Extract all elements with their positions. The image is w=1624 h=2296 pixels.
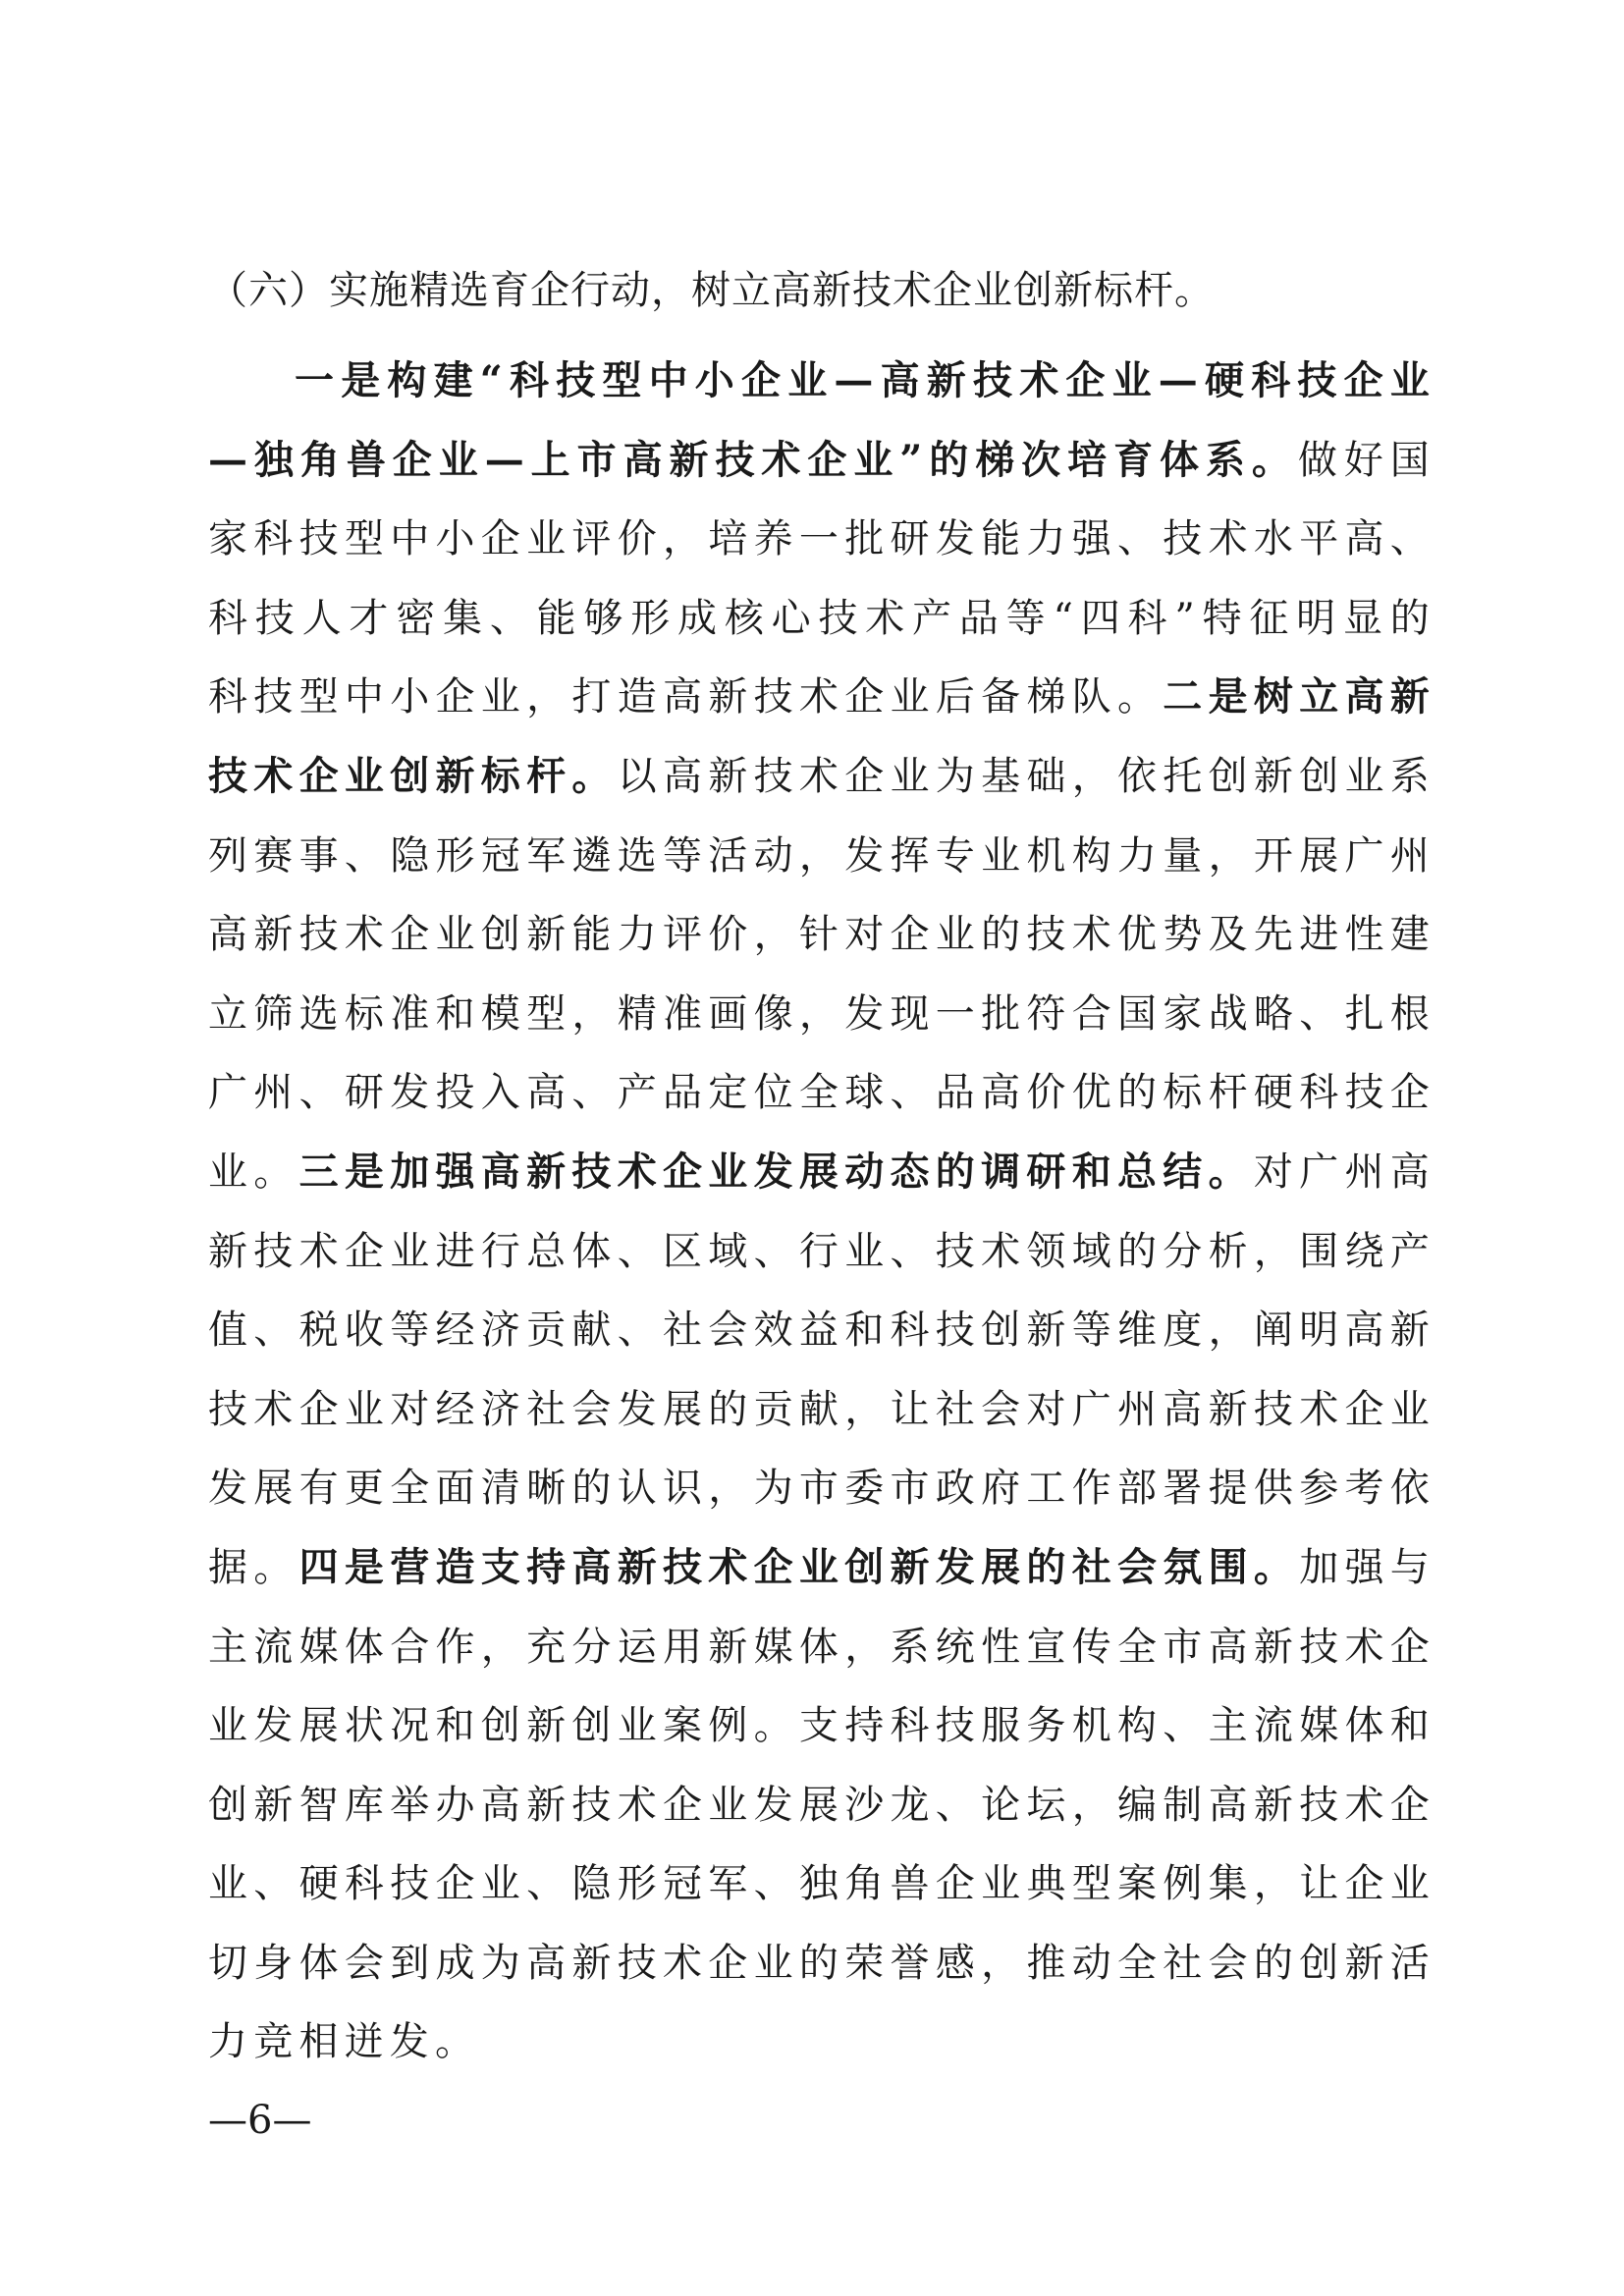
page-number: —6—	[208, 2098, 312, 2143]
bold-lead-1: 一是构建“科技型中小企业—高新技术企业—硬科技企业—独角兽企业—上市高新技术企业”的梯次培育体系。	[208, 357, 1435, 483]
bold-lead-2: 二是树立高新技术企业创新标杆。	[208, 673, 1435, 799]
section-heading: （六）实施精选育企行动，树立高新技术企业创新标杆。	[208, 268, 1215, 313]
text-segment-2: 以高新技术企业为基础，依托创新创业系列赛事、隐形冠军遴选等活动，发挥专业机构力量，开展广州高新技术企业创新能力评价，针对企业的技术优势及先进性建立筛选标准和模型，精准画像，发现一批符合国家战略、扎根广州、研发投入高、产品定位全球、品高价优的标杆硬科技企业。	[208, 753, 1435, 1195]
text-segment-1: 做好国家科技型中小企业评价，培养一批研发能力强、技术水平高、科技人才密集、能够形成核心技术产品等“四科”特征明显的科技型中小企业，打造高新技术企业后备梯队。	[208, 437, 1435, 721]
body-paragraph	[208, 342, 1435, 2082]
text-segment-4: 加强与主流媒体合作，充分运用新媒体，系统性宣传全市高新技术企业发展状况和创新创业案例。支持科技服务机构、主流媒体和创新智库举办高新技术企业发展沙龙、论坛，编制高新技术企业、硬科技企业、隐形冠军、独角兽企业典型案例集，让企业切身体会到成为高新技术企业的荣誉感，推动全社会的创新活力竞相迸发。	[208, 1544, 1436, 2065]
text-segment-3: 对广州高新技术企业进行总体、区域、行业、技术领域的分析，围绕产值、税收等经济贡献、社会效益和科技创新等维度，阐明高新技术企业对经济社会发展的贡献，让社会对广州高新技术企业发展有更全面清晰的认识，为市委市政府工作部署提供参考依据。	[208, 1148, 1436, 1590]
bold-lead-4: 四是营造支持高新技术企业创新发展的社会氛围。	[298, 1543, 1300, 1590]
bold-lead-3: 三是加强高新技术企业发展动态的调研和总结。	[298, 1148, 1254, 1195]
